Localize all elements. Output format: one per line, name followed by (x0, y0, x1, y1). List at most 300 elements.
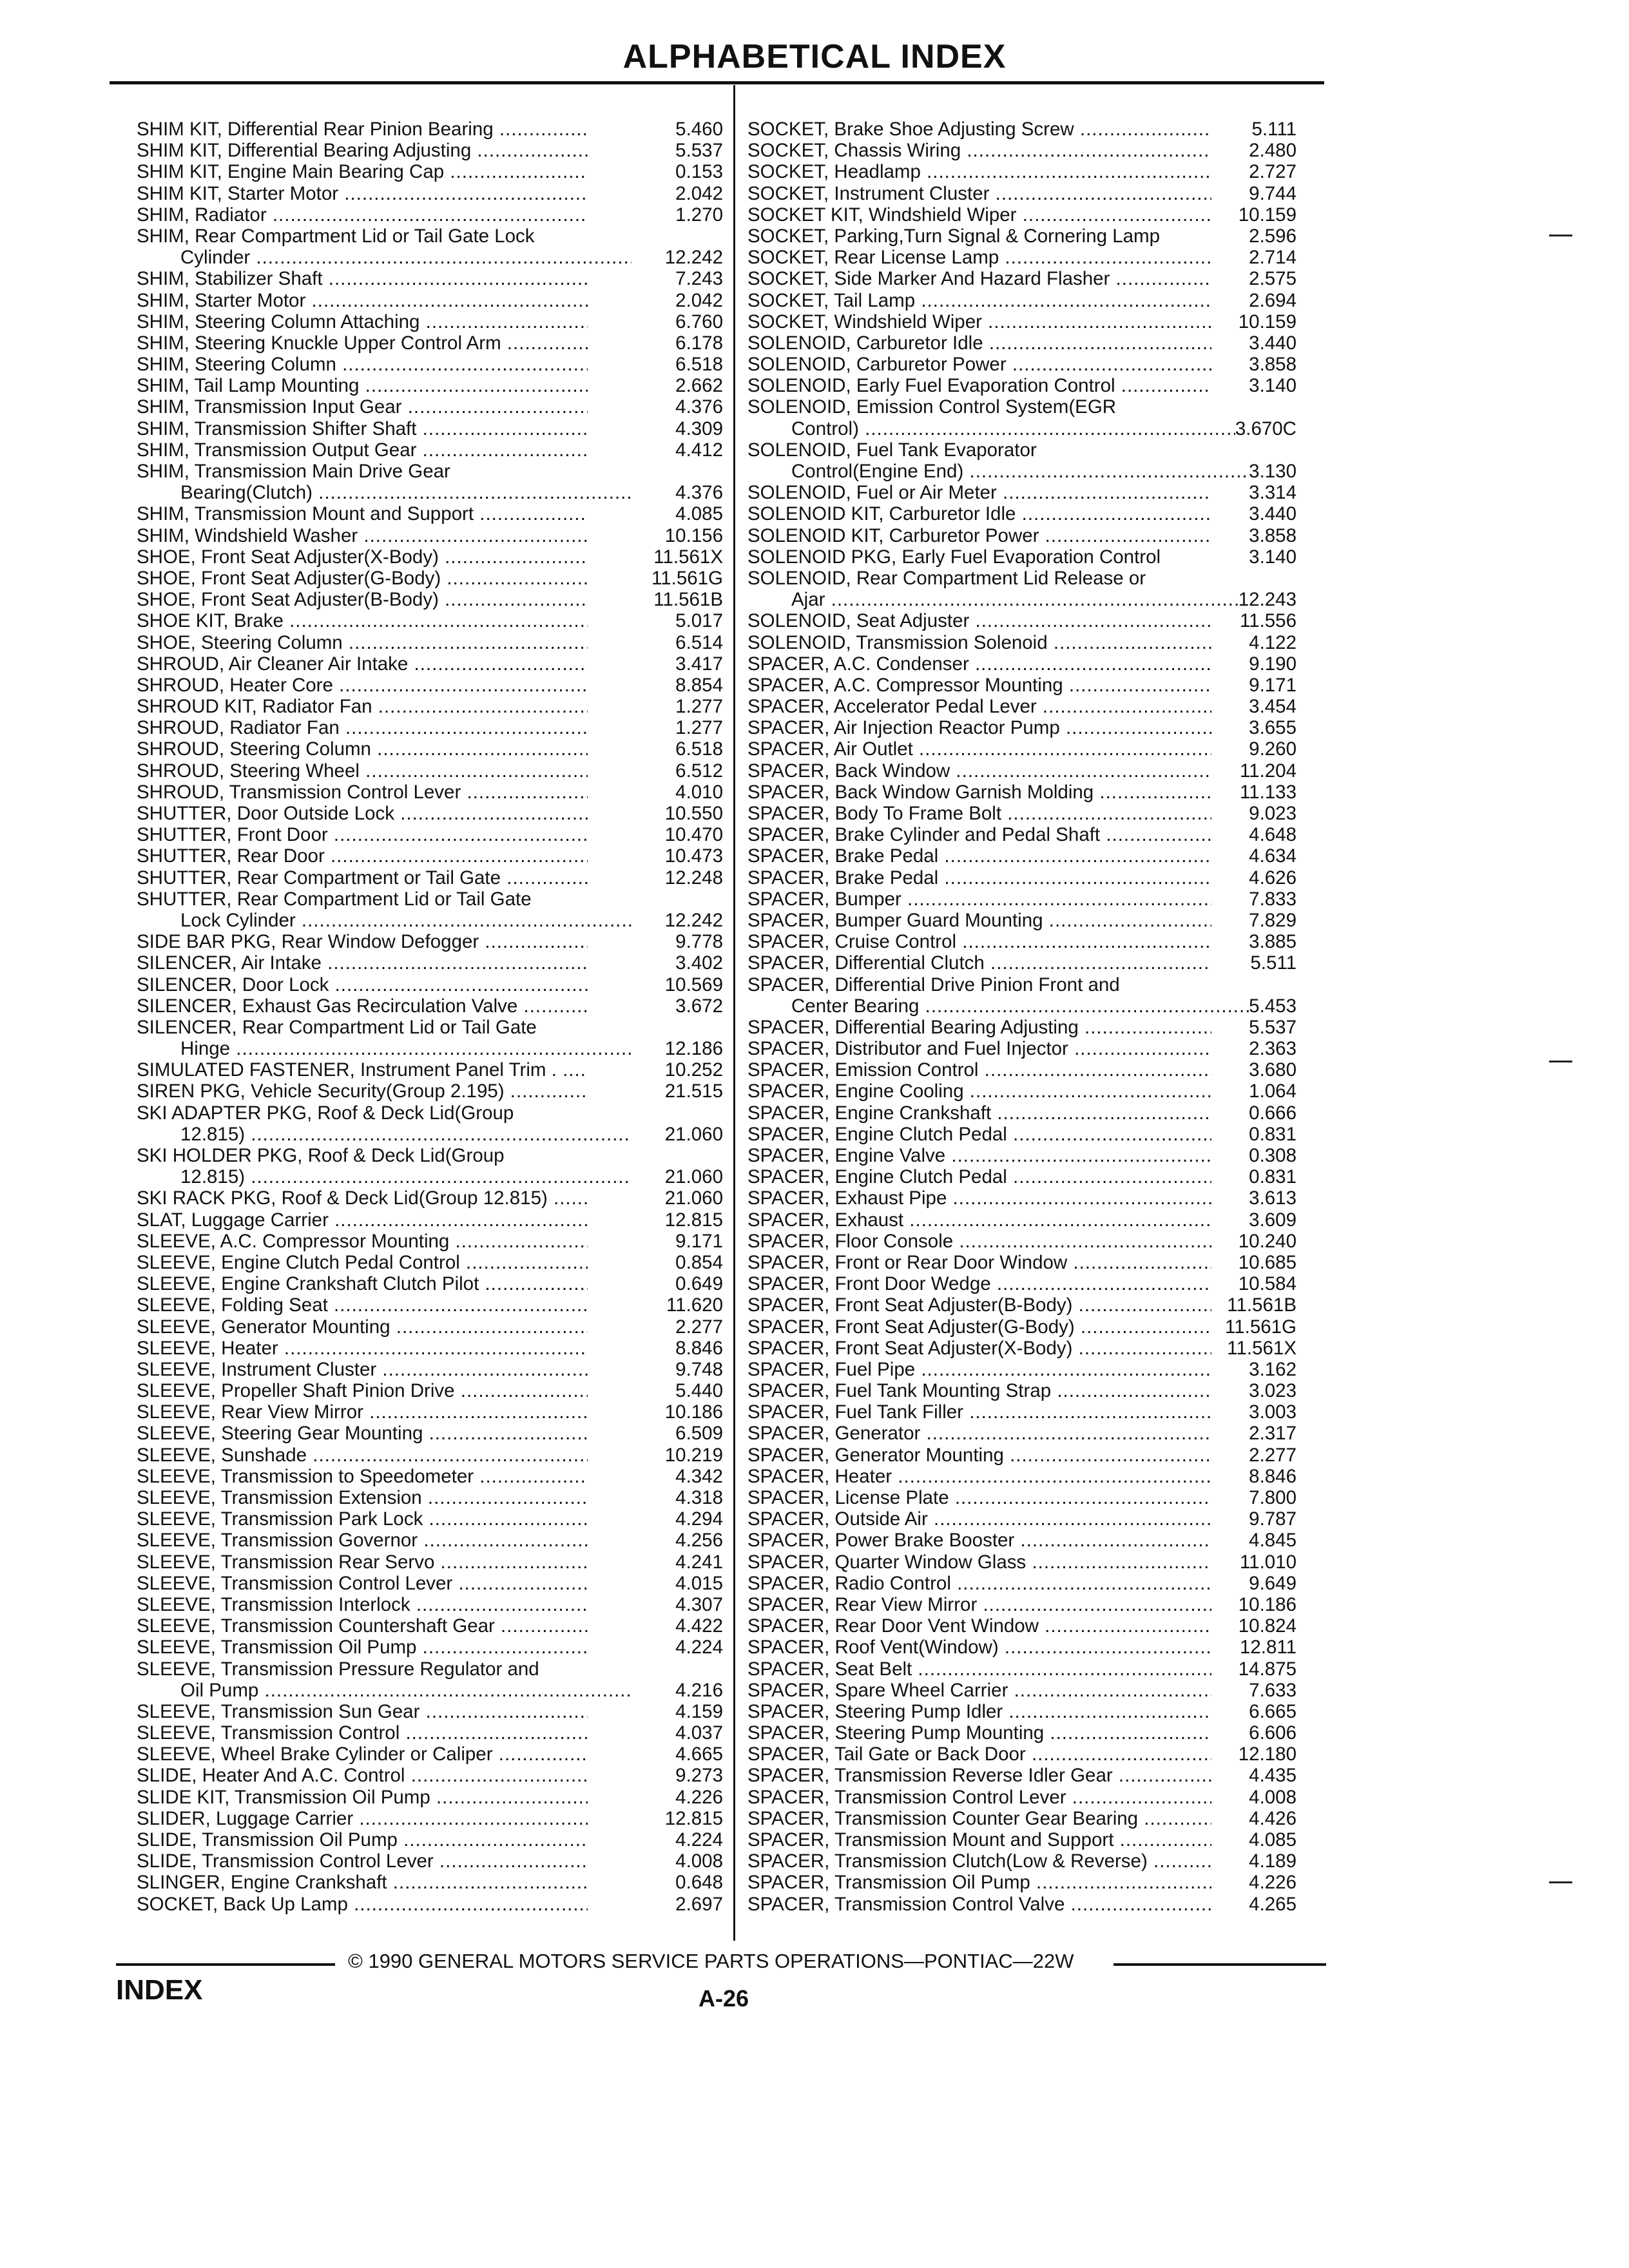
entry-text: SPACER, Exhaust ..... (747, 1209, 1211, 1231)
entry-text: SPACER, Quarter Window Glass ..... (747, 1552, 1211, 1573)
index-entry (137, 696, 723, 717)
entry-text: SHOE KIT, Brake ..... (137, 610, 588, 631)
entry-page-ref: 3.162 (1249, 1358, 1296, 1380)
entry-text: SOLENOID, Fuel Tank Evaporator (747, 439, 1037, 461)
entry-text: SPACER, Floor Console ..... (747, 1231, 1211, 1252)
entry-page-ref: 11.561X (653, 546, 723, 568)
index-entry (747, 1573, 1296, 1594)
entry-text: SLEEVE, Propeller Shaft Pinion Drive ..... (137, 1380, 588, 1401)
entry-page-ref: 4.085 (1249, 1829, 1296, 1850)
index-entry (747, 1445, 1296, 1466)
index-entry (747, 1316, 1296, 1338)
entry-text: Cylinder ..... (137, 247, 631, 268)
entry-text: SHIM, Windshield Washer ..... (137, 525, 588, 546)
entry-page-ref: 9.778 (675, 931, 723, 953)
entry-text: SLEEVE, Transmission Sun Gear ..... (137, 1701, 588, 1722)
entry-page-ref: 4.241 (675, 1551, 723, 1573)
entry-text: SPACER, Front Seat Adjuster(B-Body) ..... (747, 1294, 1211, 1316)
index-entry (747, 1380, 1296, 1401)
entry-page-ref: 2.042 (675, 182, 723, 204)
index-entry (137, 1081, 723, 1102)
entry-page-ref: 3.672 (675, 995, 723, 1017)
entry-page-ref: 12.186 (664, 1038, 723, 1060)
index-entry (747, 1658, 1296, 1680)
entry-text: SPACER, Accelerator Pedal Lever ..... (747, 696, 1211, 717)
index-entry (747, 354, 1296, 375)
entry-text: SIDE BAR PKG, Rear Window Defogger ..... (137, 931, 588, 952)
entry-text: SLEEVE, Transmission Pressure Regulator and (137, 1658, 539, 1680)
entry-text: 12.815) ..... (137, 1166, 631, 1187)
entry-text: SPACER, Radio Control ..... (747, 1573, 1211, 1594)
entry-text: SOCKET, Tail Lamp ..... (747, 290, 1211, 311)
entry-page-ref: 9.787 (1249, 1508, 1296, 1530)
index-entry (137, 1552, 723, 1573)
entry-page-ref: 3.670C (1235, 418, 1296, 439)
index-column-right (747, 119, 1296, 1915)
entry-page-ref: 4.015 (675, 1572, 723, 1594)
footer-rule-right (1113, 1963, 1326, 1966)
entry-page-ref: 3.402 (675, 952, 723, 974)
entry-page-ref: 9.744 (1249, 182, 1296, 204)
entry-text: SLEEVE, Engine Clutch Pedal Control ..... (137, 1252, 588, 1273)
entry-text: SILENCER, Exhaust Gas Recirculation Valve ..... (137, 995, 588, 1017)
index-entry (137, 140, 723, 161)
entry-page-ref: 11.561B (653, 589, 723, 611)
entry-page-ref: 9.260 (1249, 738, 1296, 760)
entry-text: SPACER, Front Seat Adjuster(X-Body) ..... (747, 1338, 1211, 1359)
index-entry (137, 1615, 723, 1637)
entry-page-ref: 2.662 (675, 375, 723, 397)
index-entry (137, 1445, 723, 1466)
entry-page-ref: 2.714 (1249, 247, 1296, 269)
index-entry (747, 1294, 1296, 1316)
entry-text: SPACER, Fuel Pipe ..... (747, 1359, 1211, 1380)
index-entry (747, 1359, 1296, 1380)
entry-page-ref: 4.189 (1249, 1850, 1296, 1872)
entry-text: SPACER, Roof Vent(Window) ..... (747, 1637, 1211, 1658)
index-entry (747, 1508, 1296, 1530)
entry-page-ref: 4.845 (1249, 1530, 1296, 1552)
entry-page-ref: 6.178 (675, 332, 723, 354)
entry-page-ref: 3.885 (1249, 931, 1296, 953)
entry-text: SLINGER, Engine Crankshaft ..... (137, 1872, 588, 1893)
entry-page-ref: 4.376 (675, 482, 723, 504)
index-entry (747, 760, 1296, 782)
copyright-notice: © 1990 GENERAL MOTORS SERVICE PARTS OPERATIONS—PONTIAC—22W (348, 1950, 1074, 1972)
index-entry (137, 845, 723, 867)
entry-page-ref: 9.023 (1249, 803, 1296, 824)
index-entry (137, 760, 723, 782)
entry-text: SLIDE, Heater And A.C. Control ..... (137, 1765, 588, 1786)
entry-text: SPACER, Cruise Control ..... (747, 931, 1211, 952)
index-entry (747, 931, 1296, 952)
index-entry (747, 845, 1296, 867)
index-entry (137, 1829, 723, 1850)
index-entry (137, 311, 723, 332)
entry-page-ref: 12.242 (664, 247, 723, 269)
index-entry (137, 1466, 723, 1487)
index-entry (137, 1573, 723, 1594)
index-entry (747, 1808, 1296, 1829)
entry-page-ref: 5.460 (675, 119, 723, 140)
entry-page-ref: 11.556 (1239, 610, 1296, 632)
entry-text: SLEEVE, Transmission Rear Servo ..... (137, 1552, 588, 1573)
index-entry (137, 952, 723, 974)
entry-page-ref: 12.815 (664, 1807, 723, 1829)
entry-text: SOCKET, Side Marker And Hazard Flasher ..... (747, 268, 1211, 289)
index-entry (747, 889, 1296, 910)
index-entry (747, 1701, 1296, 1722)
entry-page-ref: 4.422 (675, 1615, 723, 1637)
entry-text: Bearing(Clutch) ..... (137, 482, 631, 503)
index-entry (747, 952, 1296, 974)
index-entry (747, 546, 1296, 568)
entry-text: SHIM, Steering Knuckle Upper Control Arm ..... (137, 332, 588, 354)
index-entry (747, 268, 1296, 289)
entry-page-ref: 4.342 (675, 1465, 723, 1487)
entry-text: SPACER, A.C. Condenser ..... (747, 653, 1211, 675)
entry-text: SPACER, Rear Door Vent Window ..... (747, 1615, 1211, 1637)
index-entry (137, 1338, 723, 1359)
entry-page-ref: 10.186 (664, 1401, 723, 1423)
entry-page-ref: 6.509 (675, 1423, 723, 1445)
entry-text: Center Bearing ..... (747, 995, 1249, 1017)
index-entry (747, 247, 1296, 268)
index-entry (747, 1209, 1296, 1231)
entry-text: Control) ..... (747, 418, 1235, 439)
entry-text: SHIM, Transmission Main Drive Gear (137, 461, 450, 482)
entry-text: SLEEVE, Wheel Brake Cylinder or Caliper ..... (137, 1744, 588, 1765)
entry-text: SIREN PKG, Vehicle Security(Group 2.195) ..... (137, 1081, 588, 1102)
entry-page-ref: 3.609 (1249, 1209, 1296, 1231)
index-entry (137, 1231, 723, 1252)
entry-text: SHOE, Front Seat Adjuster(X-Body) ..... (137, 546, 588, 568)
entry-page-ref: 4.265 (1249, 1893, 1296, 1915)
index-entry (747, 161, 1296, 182)
index-entry (137, 1423, 723, 1444)
index-entry (137, 204, 723, 226)
entry-page-ref: 5.537 (1249, 1016, 1296, 1038)
entry-text: SLEEVE, Transmission Governor ..... (137, 1530, 588, 1551)
entry-text: SHOE, Front Seat Adjuster(B-Body) ..... (137, 589, 588, 610)
index-entry (137, 632, 723, 653)
entry-page-ref: 14.875 (1238, 1658, 1296, 1680)
entry-text: SILENCER, Rear Compartment Lid or Tail Gate (137, 1016, 537, 1038)
index-entry (747, 910, 1296, 931)
entry-page-ref: 4.226 (1249, 1872, 1296, 1894)
entry-text: SIMULATED FASTENER, Instrument Panel Trim . ..... (137, 1059, 588, 1081)
entry-text: SILENCER, Door Lock ..... (137, 974, 588, 995)
index-entry (747, 610, 1296, 631)
entry-text: 12.815) ..... (137, 1124, 631, 1145)
entry-text: SLEEVE, Transmission Interlock ..... (137, 1594, 588, 1615)
entry-text: SHOE, Front Seat Adjuster(G-Body) ..... (137, 568, 588, 589)
entry-text: SPACER, Differential Drive Pinion Front and (747, 974, 1120, 995)
index-entry (747, 1787, 1296, 1808)
index-entry (747, 1038, 1296, 1059)
index-entry (137, 546, 723, 568)
entry-text: SLEEVE, Transmission Countershaft Gear ..... (137, 1615, 588, 1637)
entry-text: SOLENOID, Carburetor Idle ..... (747, 332, 1211, 354)
entry-page-ref: 12.242 (664, 909, 723, 931)
entry-text: SOLENOID KIT, Carburetor Power ..... (747, 525, 1211, 546)
entry-text: SPACER, Distributor and Fuel Injector ..... (747, 1038, 1211, 1059)
entry-text: SPACER, License Plate ..... (747, 1487, 1211, 1508)
entry-page-ref: 12.248 (664, 867, 723, 889)
entry-page-ref: 10.219 (664, 1444, 723, 1466)
entry-text: SHIM KIT, Differential Bearing Adjusting ..... (137, 140, 588, 161)
entry-text: SPACER, Transmission Counter Gear Bearing ..... (747, 1808, 1211, 1829)
entry-page-ref: 4.435 (1249, 1765, 1296, 1787)
index-entry (747, 653, 1296, 675)
index-entry (747, 1231, 1296, 1252)
entry-page-ref: 3.417 (675, 653, 723, 675)
entry-page-ref: 8.846 (675, 1337, 723, 1359)
entry-text: SOLENOID, Emission Control System(EGR (747, 396, 1117, 418)
index-entry (747, 1829, 1296, 1850)
entry-text: Oil Pump ..... (137, 1680, 631, 1701)
entry-page-ref: 0.648 (675, 1872, 723, 1894)
entry-page-ref: 10.159 (1238, 204, 1296, 226)
entry-text: SPACER, Exhaust Pipe ..... (747, 1187, 1211, 1209)
entry-page-ref: 11.620 (666, 1294, 723, 1316)
index-entry (137, 375, 723, 396)
entry-text: SPACER, Transmission Clutch(Low & Reverse) ..... (747, 1850, 1211, 1872)
index-entry (747, 375, 1296, 396)
page-number: A-26 (699, 1985, 749, 2012)
index-entry (747, 782, 1296, 803)
entry-text: SPACER, Engine Valve ..... (747, 1145, 1211, 1166)
entry-text: SPACER, Outside Air ..... (747, 1508, 1211, 1530)
index-entry (137, 931, 723, 952)
index-entry (137, 1894, 723, 1915)
index-entry (747, 1102, 1296, 1124)
entry-text: SOCKET, Brake Shoe Adjusting Screw ..... (747, 119, 1211, 140)
index-entry (747, 1017, 1296, 1038)
entry-page-ref: 2.697 (675, 1893, 723, 1915)
entry-text: SHROUD, Radiator Fan ..... (137, 717, 588, 738)
entry-page-ref: 6.606 (1249, 1722, 1296, 1744)
entry-page-ref: 3.655 (1249, 717, 1296, 739)
index-entry (747, 1680, 1296, 1701)
entry-text: SPACER, Differential Bearing Adjusting ..... (747, 1017, 1211, 1038)
entry-page-ref: 6.518 (675, 354, 723, 376)
entry-text: SPACER, Fuel Tank Mounting Strap ..... (747, 1380, 1211, 1401)
entry-text: SPACER, Generator Mounting ..... (747, 1445, 1211, 1466)
entry-page-ref: 4.626 (1249, 867, 1296, 889)
entry-text: SLEEVE, Transmission Park Lock ..... (137, 1508, 588, 1530)
index-entry (747, 717, 1296, 738)
entry-text: SLEEVE, Generator Mounting ..... (137, 1316, 588, 1338)
entry-text: SOLENOID KIT, Carburetor Idle ..... (747, 503, 1211, 524)
entry-page-ref: 6.760 (675, 311, 723, 332)
entry-page-ref: 0.831 (1249, 1166, 1296, 1188)
entry-text: SHIM, Steering Column ..... (137, 354, 588, 375)
index-entry (137, 867, 723, 889)
entry-page-ref: 4.008 (1249, 1786, 1296, 1808)
index-entry (137, 1701, 723, 1722)
page-title: ALPHABETICAL INDEX (622, 38, 1007, 75)
index-entry (137, 1316, 723, 1338)
index-entry (747, 204, 1296, 226)
entry-page-ref: 10.240 (1238, 1230, 1296, 1252)
entry-text: SLIDER, Luggage Carrier ..... (137, 1808, 588, 1829)
entry-page-ref: 11.561G (651, 567, 723, 589)
title-rule (110, 81, 1324, 84)
entry-page-ref: 2.277 (1249, 1444, 1296, 1466)
entry-text: SHIM KIT, Starter Motor ..... (137, 183, 588, 204)
entry-page-ref: 10.569 (664, 974, 723, 995)
entry-page-ref: 3.858 (1249, 354, 1296, 376)
index-entry (747, 1187, 1296, 1209)
entry-page-ref: 1.277 (675, 696, 723, 718)
entry-page-ref: 5.111 (1251, 119, 1296, 140)
index-entry (137, 396, 723, 418)
entry-page-ref: 4.224 (675, 1637, 723, 1658)
index-entry (747, 1273, 1296, 1294)
entry-page-ref: 0.854 (675, 1251, 723, 1273)
index-entry (137, 1294, 723, 1316)
index-entry (747, 503, 1296, 524)
entry-text: SOLENOID, Early Fuel Evaporation Control ..... (747, 375, 1211, 396)
entry-page-ref: 0.308 (1249, 1145, 1296, 1166)
entry-text: SHROUD, Steering Wheel ..... (137, 760, 588, 782)
entry-page-ref: 2.277 (675, 1316, 723, 1338)
index-entry (137, 589, 723, 610)
entry-page-ref: 4.008 (675, 1850, 723, 1872)
index-entry (137, 161, 723, 182)
entry-text: SPACER, Emission Control ..... (747, 1059, 1211, 1081)
index-entry (747, 140, 1296, 161)
entry-page-ref: 6.514 (675, 631, 723, 653)
entry-text: SHIM, Stabilizer Shaft ..... (137, 268, 588, 289)
index-entry (747, 183, 1296, 204)
entry-page-ref: 5.453 (1249, 995, 1296, 1017)
entry-text: SPACER, Bumper ..... (747, 889, 1211, 910)
index-entry (137, 1850, 723, 1872)
entry-page-ref: 10.584 (1238, 1273, 1296, 1295)
footer-rule-left (116, 1963, 335, 1966)
entry-page-ref: 0.666 (1249, 1102, 1296, 1124)
index-entry (137, 1359, 723, 1380)
index-entry (137, 418, 723, 439)
index-entry (137, 1765, 723, 1786)
index-entry (137, 1722, 723, 1744)
entry-page-ref: 10.252 (664, 1059, 723, 1081)
index-entry (137, 1017, 723, 1059)
index-entry (747, 1466, 1296, 1487)
entry-page-ref: 4.256 (675, 1530, 723, 1552)
entry-text: SPACER, Spare Wheel Carrier ..... (747, 1680, 1211, 1701)
entry-page-ref: 0.831 (1249, 1123, 1296, 1145)
entry-text: SHROUD, Air Cleaner Air Intake ..... (137, 653, 588, 675)
entry-page-ref: 4.122 (1249, 631, 1296, 653)
entry-text: SPACER, Brake Pedal ..... (747, 867, 1211, 889)
index-entry (137, 1637, 723, 1658)
entry-text: SHROUD KIT, Radiator Fan ..... (137, 696, 588, 717)
index-entry (747, 1338, 1296, 1359)
entry-page-ref: 3.023 (1249, 1380, 1296, 1402)
index-entry (137, 268, 723, 289)
index-entry (137, 1273, 723, 1294)
entry-page-ref: 9.171 (1249, 674, 1296, 696)
entry-text: SPACER, Power Brake Booster ..... (747, 1530, 1211, 1551)
entry-text: SHROUD, Steering Column ..... (137, 738, 588, 760)
entry-page-ref: 4.216 (675, 1679, 723, 1701)
entry-text: SPACER, Brake Cylinder and Pedal Shaft ..... (747, 824, 1211, 845)
index-entry (747, 696, 1296, 717)
entry-page-ref: 9.273 (675, 1765, 723, 1787)
entry-page-ref: 4.634 (1249, 845, 1296, 867)
entry-page-ref: 9.649 (1249, 1572, 1296, 1594)
entry-text: SPACER, Transmission Mount and Support ..... (747, 1829, 1211, 1850)
entry-text: SPACER, Steering Pump Idler ..... (747, 1701, 1211, 1722)
entry-text: SLEEVE, Steering Gear Mounting ..... (137, 1423, 588, 1444)
entry-page-ref: 10.159 (1238, 311, 1296, 332)
entry-page-ref: 0.649 (675, 1273, 723, 1295)
entry-page-ref: 3.314 (1249, 482, 1296, 504)
entry-text: SHIM, Rear Compartment Lid or Tail Gate Lock (137, 225, 535, 247)
entry-page-ref: 21.060 (664, 1123, 723, 1145)
entry-text: SPACER, Back Window Garnish Molding ..... (747, 782, 1211, 803)
index-entry (137, 1808, 723, 1829)
entry-page-ref: 3.440 (1249, 332, 1296, 354)
index-entry (747, 1530, 1296, 1551)
entry-text: SOCKET, Parking,Turn Signal & Cornering Lamp (747, 225, 1160, 247)
entry-text: SOCKET, Chassis Wiring ..... (747, 140, 1211, 161)
entry-text: Lock Cylinder ..... (137, 910, 631, 931)
index-entry (747, 974, 1296, 1017)
index-entry (747, 439, 1296, 482)
entry-text: Hinge ..... (137, 1038, 631, 1059)
index-entry (747, 119, 1296, 140)
index-entry (137, 1487, 723, 1508)
entry-page-ref: 4.294 (675, 1508, 723, 1530)
index-entry (137, 824, 723, 845)
index-entry (137, 1209, 723, 1231)
entry-page-ref: 4.307 (675, 1593, 723, 1615)
entry-text: Ajar ..... (747, 589, 1239, 610)
index-entry (747, 1637, 1296, 1658)
entry-text: SPACER, Air Outlet ..... (747, 738, 1211, 760)
index-entry (137, 1530, 723, 1551)
entry-text: SLIDE, Transmission Oil Pump ..... (137, 1829, 588, 1850)
entry-text: SILENCER, Air Intake ..... (137, 952, 588, 974)
entry-text: SLEEVE, Instrument Cluster ..... (137, 1359, 588, 1380)
entry-page-ref: 1.277 (675, 717, 723, 739)
index-entry (137, 1744, 723, 1765)
entry-page-ref: 21.060 (664, 1166, 723, 1188)
entry-text: SLEEVE, Transmission Control ..... (137, 1722, 588, 1744)
index-entry (747, 1059, 1296, 1081)
entry-text: SPACER, Bumper Guard Mounting ..... (747, 910, 1211, 931)
entry-page-ref: 4.226 (675, 1786, 723, 1808)
index-entry (137, 1594, 723, 1615)
index-entry (137, 503, 723, 524)
entry-text: SOCKET, Rear License Lamp ..... (747, 247, 1211, 268)
entry-text: SOCKET, Instrument Cluster ..... (747, 183, 1211, 204)
entry-page-ref: 2.042 (675, 289, 723, 311)
entry-page-ref: 10.685 (1238, 1251, 1296, 1273)
entry-page-ref: 9.190 (1249, 653, 1296, 675)
entry-page-ref: 3.140 (1249, 546, 1296, 568)
entry-text: SHIM, Transmission Mount and Support ..... (137, 503, 588, 524)
index-entry (137, 803, 723, 824)
entry-text: SHUTTER, Door Outside Lock ..... (137, 803, 588, 824)
entry-text: SPACER, Back Window ..... (747, 760, 1211, 782)
entry-page-ref: 5.511 (1250, 952, 1296, 974)
entry-text: SOCKET KIT, Windshield Wiper ..... (747, 204, 1211, 226)
